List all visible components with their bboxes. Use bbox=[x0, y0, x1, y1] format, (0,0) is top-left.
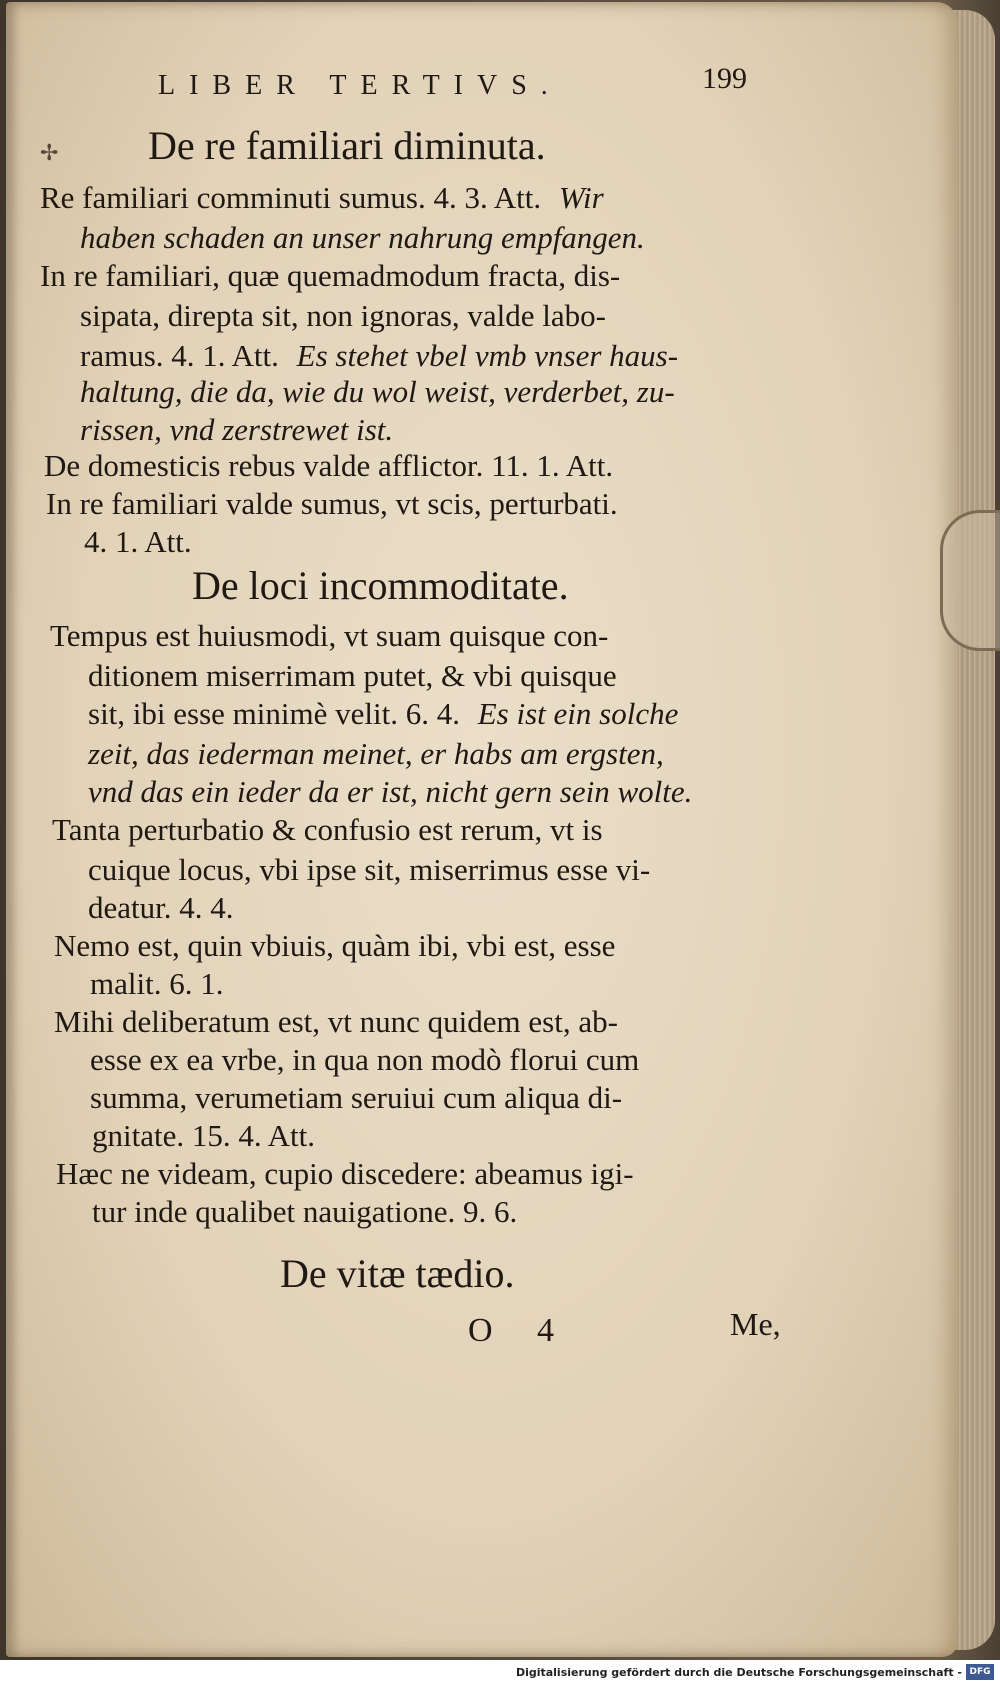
book-clasp bbox=[940, 510, 1000, 651]
text-line: summa, verumetiam seruiui cum aliqua di- bbox=[90, 1080, 623, 1115]
digitization-footer bbox=[0, 1660, 1000, 1687]
text-line: In re familiari, quæ quemadmodum fracta, dis- bbox=[40, 258, 621, 293]
text-line: 4. 1. Att. bbox=[84, 524, 192, 559]
text-line: sit, ibi esse minimè velit. 6. 4. Es ist ein solche bbox=[88, 696, 679, 731]
text-line: gnitate. 15. 4. Att. bbox=[92, 1118, 316, 1153]
text-line: In re familiari valde sumus, vt scis, perturbati. bbox=[46, 486, 618, 521]
text-line: malit. 6. 1. bbox=[90, 966, 224, 1001]
section-title: De loci incommoditate. bbox=[192, 563, 569, 608]
text-line: ditionem miserrimam putet, & vbi quisque bbox=[88, 658, 617, 693]
text-line: Re familiari comminuti sumus. 4. 3. Att. Wir bbox=[40, 180, 604, 215]
text-line: esse ex ea vrbe, in qua non modò florui cum bbox=[90, 1042, 640, 1077]
german-gloss: Es stehet vbel vmb vnser haus- bbox=[296, 338, 679, 373]
signature-mark: O 4 bbox=[468, 1312, 573, 1349]
page-number: 199 bbox=[702, 62, 747, 95]
text-line: Mihi deliberatum est, vt nunc quidem est, ab- bbox=[54, 1004, 618, 1039]
german-gloss: Es ist ein solche bbox=[477, 696, 679, 731]
section-title: De re familiari diminuta. bbox=[148, 123, 546, 168]
german-gloss: haben schaden an unser nahrung empfangen. bbox=[80, 220, 645, 255]
footer-credit: Digitalisierung gefördert durch die Deutsche Forschungsgemeinschaft - bbox=[515, 1666, 962, 1679]
text-line: De domesticis rebus valde afflictor. 11. 1. Att. bbox=[44, 448, 614, 483]
text-line: Tanta perturbatio & confusio est rerum, vt is bbox=[52, 812, 603, 847]
dfg-logo-icon: DFG bbox=[966, 1664, 994, 1680]
german-gloss: rissen, vnd zerstrewet ist. bbox=[80, 412, 394, 447]
german-gloss: zeit, das iederman meinet, er habs am ergsten, bbox=[88, 736, 664, 771]
text-line: ramus. 4. 1. Att. Es stehet vbel vmb vnser haus- bbox=[80, 338, 679, 373]
ornament-icon: ✢ bbox=[40, 140, 59, 165]
text-line: Nemo est, quin vbiuis, quàm ibi, vbi est, esse bbox=[54, 928, 616, 963]
text-line: Tempus est huiusmodi, vt suam quisque con- bbox=[50, 618, 609, 653]
german-gloss: Wir bbox=[558, 180, 604, 215]
text-line: tur inde qualibet nauigatione. 9. 6. bbox=[92, 1194, 518, 1229]
running-title: LIBER TERTIVS. bbox=[158, 70, 562, 101]
german-gloss: vnd das ein ieder da er ist, nicht gern sein wolte. bbox=[88, 774, 693, 809]
catchword: Me, bbox=[730, 1306, 781, 1342]
text-line: sipata, direpta sit, non ignoras, valde labo- bbox=[80, 298, 607, 333]
section-title: De vitæ tædio. bbox=[280, 1251, 515, 1296]
text-line: Hæc ne videam, cupio discedere: abeamus igi- bbox=[56, 1156, 634, 1191]
text-line: cuique locus, vbi ipse sit, miserrimus esse vi- bbox=[88, 852, 651, 887]
german-gloss: haltung, die da, wie du wol weist, verderbet, zu- bbox=[80, 374, 675, 409]
text-line: deatur. 4. 4. bbox=[88, 890, 234, 925]
